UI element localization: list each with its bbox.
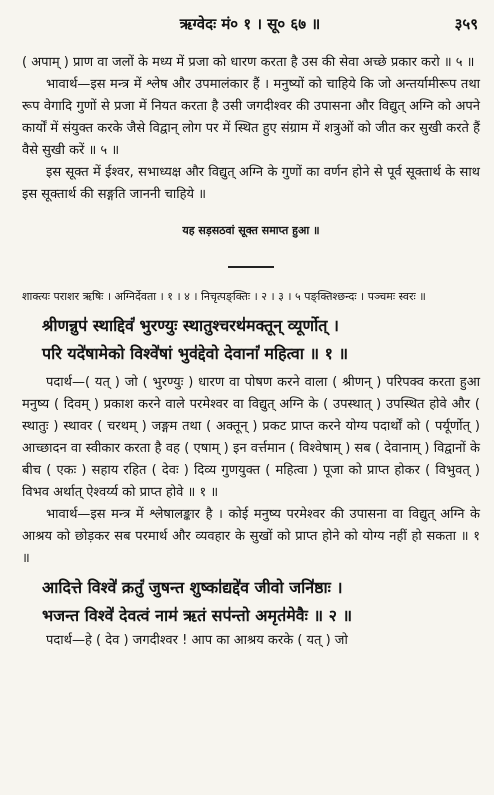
mantra-1-line-1: श्रीणन्नुप॑ स्थाद्दिवं॑ भुरण्युः स्थातुश्चरथ॑मक्तून् व्यूर्णोत् । xyxy=(42,316,339,335)
paragraph-bhavartha-1: भावार्थ—इस मन्त्र में श्लेषालङ्कार है । कोई मनुष्य परमेश्वर की उपासना वा विद्युत् अग्नि के आश्रय को छोड़कर सब परमार्थ और व्यवहार के सुखों को प्राप्त होने को योग्य नहीं हो सकता ॥ १ ॥ xyxy=(22,507,480,566)
rishi-devata-line: शाक्त्यः पराशर ऋषिः । अग्निर्देवता । १ । ४ । निचृत्पङ्क्तिः । २ । ३ । ५ पङ्क्तिश्छन्दः । पञ्चमः स्वरः ॥ xyxy=(22,290,426,303)
paragraph-padartha-end: ( अपाम् ) प्राण वा जलों के मध्य में प्रजा को धारण करता है उस की सेवा अच्छे प्रकार करो ॥ ५ ॥ xyxy=(22,55,475,70)
page-body xyxy=(22,52,480,652)
paragraph-sukta-summary: इस सूक्त में ईश्वर, सभाध्यक्ष और विद्युत् अग्नि के गुणों का वर्णन होने से पूर्व सूक्तार्थ के साथ इस सूक्तार्थ की सङ्गति जाननी चाहिये ॥ xyxy=(22,165,480,202)
paragraph-padartha-1: पदार्थ—( यत् ) जो ( भुरण्युः ) धारण वा पोषण करने वाला ( श्रीणन् ) परिपक्व करता हुआ मनुष्य ( दिवम् ) प्रकाश करने वाले परमेश्वर वा विद्युत् अग्नि के ( उपस्थात् ) उपस्थित होवे और ( स्थातुः ) स्थावर ( चरथम् ) जङ्गम तथा ( अक्तून् ) प्रकट प्राप्त करने योग्य पदार्थों को ( पर्यूर्णोत् ) आच्छादन वा स्वीकार करता है वह ( एषाम् ) इन वर्त्तमान ( विश्वेषाम् ) सब ( देवानाम् ) विद्वानों के बीच ( एकः ) सहाय रहित ( देवः ) दिव्य गुणयुक्त ( महित्वा ) पूजा को प्राप्त होकर ( विभुवत् ) विभव अर्थात् ऐश्वर्य्य को प्राप्त होवे ॥ १ ॥ xyxy=(22,375,480,500)
page-number: ३५९ xyxy=(454,15,478,33)
mantra-1-line-2: परि यदे॑षामेको विश्वे॑षां भुव॑द्देवो देवानां॑ महित्वा ॥ १ ॥ xyxy=(42,344,349,363)
mantra-2-line-1: आदित्ते विश्वे॑ क्रतुं॑ जुषन्त शुष्का॑द्यद्दे॑व जीवो जनि॑ष्ठाः । xyxy=(42,578,343,597)
sukta-completion-line: यह सड़सठवां सूक्त समाप्त हुआ ॥ xyxy=(182,224,320,237)
mantra-2-line-2: भजन्त विश्वे॑ देवत्वं नाम॑ ऋतं सप॑न्तो अमृत॑मेवैः ॥ २ ॥ xyxy=(42,606,353,625)
page-header xyxy=(22,14,478,36)
paragraph-padartha-2: पदार्थ—हे ( देव ) जगदीश्वर ! आप का आश्रय करके ( यत् ) जो xyxy=(46,633,348,648)
running-title: ऋग्वेदः मं० १ । सू० ६७ ॥ xyxy=(179,15,321,33)
paragraph-bhavartha: भावार्थ—इस मन्त्र में श्लेष और उपमालंकार हैं । मनुष्यों को चाहिये कि जो अन्तर्यामीरूप तथा रूप वेगादि गुणों से प्रजा में नियत करता है उसी जगदीश्वर की उपासना और विद्युत् अग्नि को अपने कार्यों में संयुक्त करके जैसे विद्वान् लोग पर में स्थित हुए संग्राम में शत्रुओं को जीत कर सुखी करते हैं वैसे सुखी करें ॥ ५ ॥ xyxy=(22,77,480,158)
